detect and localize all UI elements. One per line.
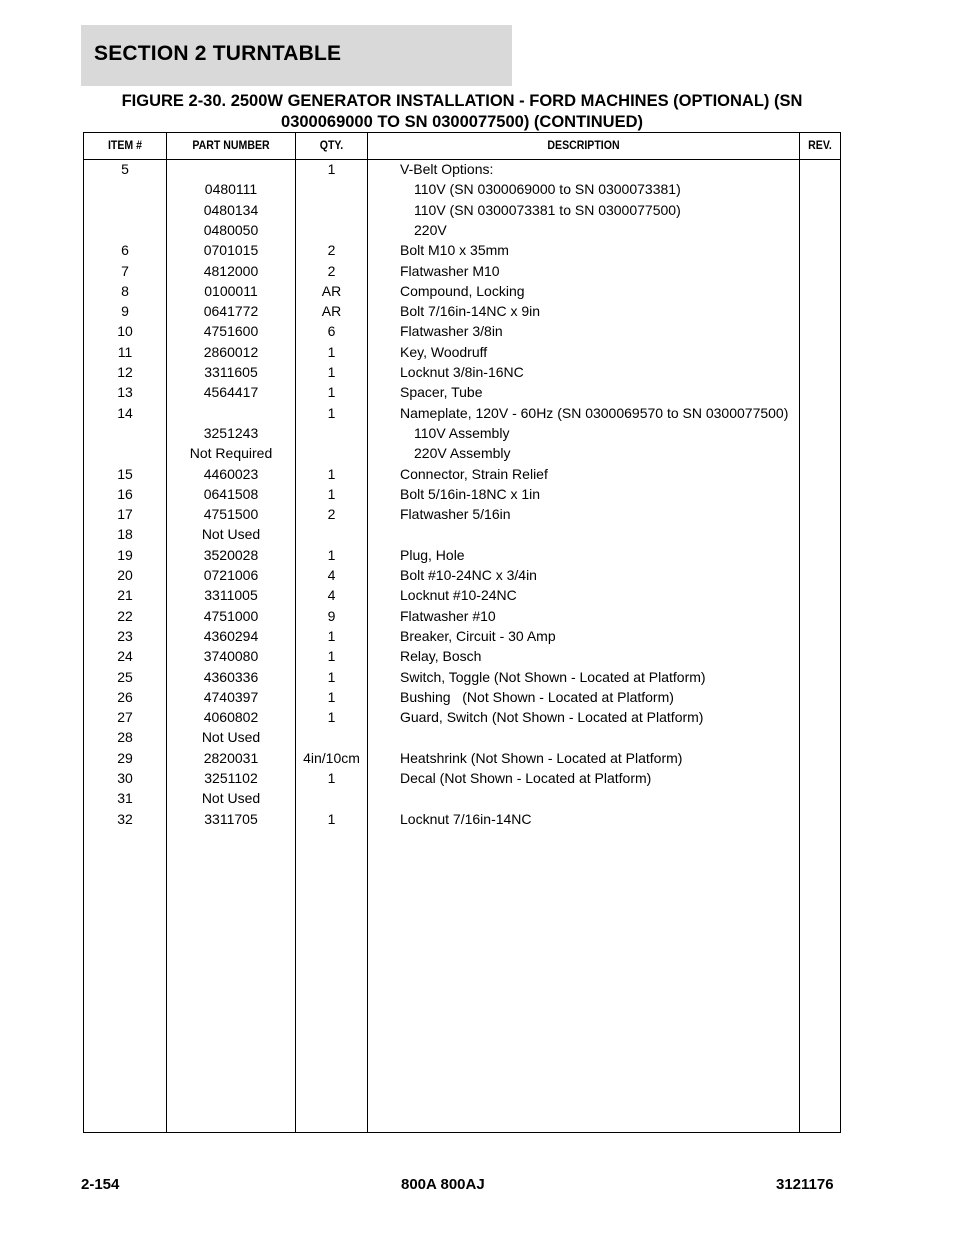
- part-number-cell: 3251243: [203, 424, 259, 441]
- description-cell: Locknut 7/16in-14NC: [400, 810, 532, 827]
- description-cell: Flatwasher 5/16in: [400, 506, 511, 523]
- table-row: [84, 768, 840, 788]
- part-number-cell: 4360294: [203, 627, 259, 644]
- table-row: [84, 565, 840, 585]
- item-cell: 17: [117, 506, 133, 523]
- table-row: [84, 423, 840, 443]
- description-cell: Switch, Toggle (Not Shown - Located at Platform): [400, 668, 706, 685]
- table-row: [84, 585, 840, 605]
- qty-cell: 1: [327, 343, 336, 360]
- description-cell: Locknut #10-24NC: [400, 587, 517, 604]
- table-row: [84, 667, 840, 687]
- part-number-cell: 0701015: [203, 242, 259, 259]
- item-cell: 20: [117, 567, 133, 583]
- part-number-cell: 4812000: [203, 262, 259, 279]
- item-cell: 32: [117, 810, 133, 827]
- description-cell: Plug, Hole: [400, 546, 465, 563]
- table-row: [84, 646, 840, 666]
- qty-cell: 1: [327, 688, 336, 705]
- table-row: [84, 342, 840, 362]
- header-rev: REV.: [808, 138, 832, 152]
- qty-cell: 1: [327, 627, 336, 644]
- description-cell: Connector, Strain Relief: [400, 465, 548, 482]
- part-number-cell: 3520028: [203, 546, 259, 563]
- table-row: [84, 443, 840, 463]
- part-number-cell: 2860012: [203, 343, 259, 360]
- item-cell: 28: [117, 729, 133, 746]
- table-row: [84, 626, 840, 646]
- table-row: [84, 321, 840, 341]
- footer-doc-number: 3121176: [776, 1176, 834, 1193]
- item-cell: 9: [121, 303, 129, 320]
- item-cell: 22: [117, 607, 133, 624]
- table-row: [84, 281, 840, 301]
- description-cell: Spacer, Tube: [400, 384, 483, 401]
- part-number-cell: 0480111: [204, 181, 258, 198]
- part-number-cell: 3311005: [204, 587, 258, 604]
- table-row: [84, 788, 840, 808]
- qty-cell: 1: [327, 384, 336, 401]
- part-number-cell: 4060802: [203, 709, 259, 726]
- qty-cell: 4in/10cm: [303, 749, 360, 766]
- part-number-cell: 4360336: [203, 668, 259, 685]
- description-cell: Locknut 3/8in-16NC: [400, 364, 524, 380]
- description-cell: Bushing (Not Shown - Located at Platform): [400, 688, 674, 705]
- header-part-number: PART NUMBER: [192, 138, 270, 152]
- table-row: [84, 179, 840, 199]
- item-cell: 26: [117, 688, 133, 705]
- qty-cell: 1: [327, 709, 336, 726]
- table-row: [84, 240, 840, 260]
- item-cell: 16: [117, 485, 133, 502]
- table-row: [84, 748, 840, 768]
- item-cell: 11: [117, 343, 133, 360]
- item-cell: 15: [117, 465, 133, 482]
- description-cell: Flatwasher M10: [400, 262, 500, 279]
- item-cell: 13: [117, 384, 133, 401]
- item-cell: 7: [121, 262, 129, 279]
- item-cell: 14: [117, 404, 133, 421]
- table-row: [84, 727, 840, 747]
- table-row: [84, 464, 840, 484]
- description-cell: 220V: [414, 221, 447, 238]
- table-row: [84, 403, 840, 423]
- table-row: [84, 545, 840, 565]
- table-row: [84, 809, 840, 829]
- item-cell: 27: [117, 709, 133, 726]
- qty-cell: 1: [327, 404, 336, 421]
- part-number-cell: 4751600: [203, 323, 259, 340]
- table-row: [84, 484, 840, 504]
- qty-cell: 9: [327, 607, 336, 624]
- part-number-cell: 3311605: [204, 364, 258, 380]
- footer-page-number: 2-154: [81, 1176, 120, 1193]
- qty-cell: 2: [327, 506, 336, 523]
- description-cell: Bolt 7/16in-14NC x 9in: [400, 303, 541, 320]
- qty-cell: 1: [327, 485, 336, 502]
- description-cell: Bolt #10-24NC x 3/4in: [400, 567, 537, 583]
- part-number-cell: 0641772: [203, 303, 259, 320]
- description-cell: 110V (SN 0300073381 to SN 0300077500): [414, 201, 681, 218]
- qty-cell: 1: [327, 364, 336, 380]
- qty-cell: 2: [327, 242, 336, 259]
- part-number-cell: 4740397: [203, 688, 259, 705]
- parts-table: [83, 132, 841, 1133]
- table-row: [84, 220, 840, 240]
- description-cell: 110V Assembly: [414, 424, 510, 441]
- description-cell: 110V (SN 0300069000 to SN 0300073381): [414, 181, 681, 198]
- part-number-cell: 4564417: [203, 384, 259, 401]
- item-cell: 21: [117, 587, 133, 604]
- qty-cell: 1: [327, 648, 336, 665]
- item-cell: 24: [117, 648, 133, 665]
- table-header: [84, 133, 840, 160]
- header-description: DESCRIPTION: [547, 138, 620, 152]
- part-number-cell: 0480050: [203, 221, 259, 238]
- part-number-cell: 4751500: [203, 506, 259, 523]
- part-number-cell: Not Used: [201, 729, 261, 746]
- qty-cell: 1: [327, 161, 336, 177]
- description-cell: Bolt M10 x 35mm: [400, 242, 509, 259]
- description-cell: Flatwasher #10: [400, 607, 496, 624]
- table-row: [84, 301, 840, 321]
- qty-cell: 1: [327, 465, 336, 482]
- table-row: [84, 687, 840, 707]
- item-cell: 29: [117, 749, 133, 766]
- figure-title: FIGURE 2-30. 2500W GENERATOR INSTALLATION - FORD MACHINES (OPTIONAL) (SN 0300069000 TO SN 0300077500) (CONTINUED): [121, 92, 803, 131]
- qty-cell: 4: [327, 587, 336, 604]
- item-cell: 31: [117, 790, 133, 807]
- part-number-cell: Not Used: [201, 790, 261, 807]
- item-cell: 23: [117, 627, 133, 644]
- section-title: SECTION 2 TURNTABLE: [94, 42, 342, 65]
- description-cell: Decal (Not Shown - Located at Platform): [400, 770, 652, 786]
- part-number-cell: 3311705: [204, 810, 258, 827]
- part-number-cell: 4460023: [203, 465, 259, 482]
- part-number-cell: 0480134: [203, 201, 259, 218]
- part-number-cell: 0100011: [204, 282, 258, 299]
- item-cell: 12: [117, 364, 133, 380]
- description-cell: V-Belt Options:: [400, 161, 494, 177]
- item-cell: 30: [117, 770, 133, 786]
- qty-cell: 1: [327, 810, 336, 827]
- description-cell: 220V Assembly: [414, 445, 511, 462]
- table-row: [84, 606, 840, 626]
- section-banner: [81, 25, 512, 86]
- part-number-cell: 4751000: [203, 607, 259, 624]
- description-cell: Breaker, Circuit - 30 Amp: [400, 627, 556, 644]
- part-number-cell: 3251102: [204, 770, 258, 786]
- item-cell: 25: [117, 668, 133, 685]
- item-cell: 6: [121, 242, 129, 259]
- qty-cell: 4: [327, 567, 336, 583]
- qty-cell: AR: [321, 303, 342, 320]
- part-number-cell: Not Required: [189, 445, 273, 462]
- table-row: [84, 504, 840, 524]
- qty-cell: 2: [327, 262, 336, 279]
- table-row: [84, 382, 840, 402]
- table-row: [84, 524, 840, 544]
- table-row: [84, 200, 840, 220]
- part-number-cell: 0721006: [203, 567, 259, 583]
- header-qty: QTY.: [319, 138, 344, 152]
- qty-cell: 6: [327, 323, 336, 340]
- description-cell: Bolt 5/16in-18NC x 1in: [400, 485, 541, 502]
- part-number-cell: 0641508: [203, 485, 259, 502]
- table-row: [84, 362, 840, 382]
- description-cell: Key, Woodruff: [400, 343, 488, 360]
- description-cell: Heatshrink (Not Shown - Located at Platform): [400, 749, 683, 766]
- item-cell: 18: [117, 526, 133, 543]
- item-cell: 5: [121, 161, 129, 177]
- part-number-cell: 3740080: [203, 648, 259, 665]
- header-item: ITEM #: [107, 138, 143, 152]
- part-number-cell: Not Used: [201, 526, 261, 543]
- description-cell: Compound, Locking: [400, 282, 525, 299]
- description-cell: Relay, Bosch: [400, 648, 482, 665]
- description-cell: Guard, Switch (Not Shown - Located at Platform): [400, 709, 704, 726]
- footer-model: 800A 800AJ: [401, 1176, 485, 1193]
- qty-cell: 1: [327, 668, 336, 685]
- table-row: [84, 159, 840, 179]
- qty-cell: AR: [321, 282, 342, 299]
- table-row: [84, 261, 840, 281]
- item-cell: 10: [117, 323, 133, 340]
- qty-cell: 1: [327, 770, 336, 786]
- description-cell: Nameplate, 120V - 60Hz (SN 0300069570 to SN 0300077500): [400, 404, 789, 421]
- part-number-cell: 2820031: [203, 749, 259, 766]
- table-row: [84, 707, 840, 727]
- qty-cell: 1: [327, 546, 336, 563]
- item-cell: 8: [121, 282, 129, 299]
- item-cell: 19: [117, 546, 133, 563]
- description-cell: Flatwasher 3/8in: [400, 323, 503, 340]
